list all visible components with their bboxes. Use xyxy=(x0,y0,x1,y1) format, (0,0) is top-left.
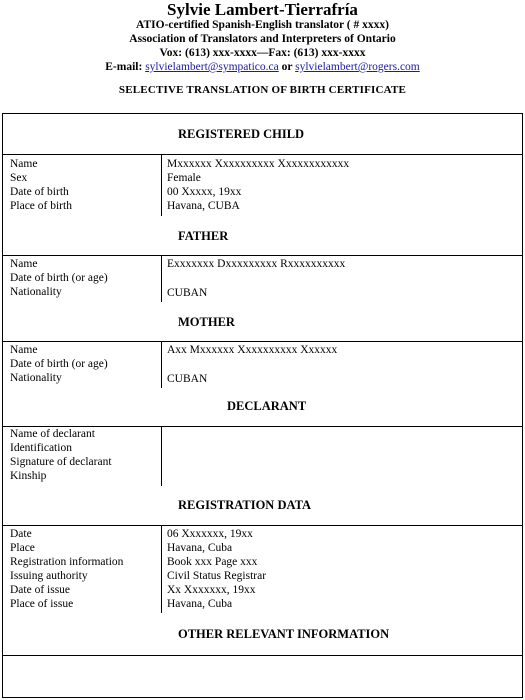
email-line xyxy=(0,60,525,74)
field-label: Date of birth (or age) xyxy=(10,358,108,370)
field-value: Female xyxy=(167,172,201,184)
field-value: CUBAN xyxy=(167,287,208,299)
field-value: Axx Mxxxxxx Xxxxxxxxxx Xxxxxx xyxy=(167,344,338,356)
field-value: Civil Status Registrar xyxy=(167,570,267,582)
column-divider xyxy=(161,426,162,486)
field-value: 06 Xxxxxxx, 19xx xyxy=(167,528,253,540)
row-border xyxy=(3,525,522,526)
email-separator: or xyxy=(281,61,293,73)
column-divider xyxy=(161,255,162,302)
section-title-declarant: DECLARANT xyxy=(227,399,307,413)
email-link-rogers[interactable]: sylvielambert@rogers.com xyxy=(295,61,420,73)
section-title-registered-child: REGISTERED CHILD xyxy=(178,127,305,141)
translator-credential: ATIO-certified Spanish-English translator ( # xxxx) xyxy=(136,19,389,31)
row-border xyxy=(3,255,522,256)
field-label: Nationality xyxy=(10,286,62,298)
field-label: Signature of declarant xyxy=(10,456,112,468)
column-divider xyxy=(161,525,162,613)
field-label: Kinship xyxy=(10,470,47,482)
field-label: Name xyxy=(10,344,38,356)
translator-association: Association of Translators and Interpreters of Ontario xyxy=(129,33,396,45)
email-label: E-mail: xyxy=(105,61,143,73)
field-label: Sex xyxy=(10,172,28,184)
field-label: Name xyxy=(10,258,38,270)
row-border xyxy=(3,154,522,155)
field-value: Mxxxxxx Xxxxxxxxxx Xxxxxxxxxxxx xyxy=(167,158,350,170)
email-link-sympatico[interactable]: sylvielambert@sympatico.ca xyxy=(145,61,279,73)
row-border xyxy=(3,341,522,342)
field-value: CUBAN xyxy=(167,373,208,385)
field-value: Havana, Cuba xyxy=(167,542,233,554)
column-divider xyxy=(161,154,162,216)
field-label: Date xyxy=(10,528,32,540)
field-label: Issuing authority xyxy=(10,570,88,582)
letterhead xyxy=(0,0,525,74)
field-label: Name of declarant xyxy=(10,428,95,440)
field-label: Date of birth xyxy=(10,186,69,198)
field-label: Registration information xyxy=(10,556,124,568)
phone-fax-line: Vox: (613) xxx-xxxx—Fax: (613) xxx-xxxx xyxy=(159,47,366,59)
field-label: Place of issue xyxy=(10,598,74,610)
field-value: Book xxx Page xxx xyxy=(167,556,258,568)
column-divider xyxy=(161,341,162,388)
field-value: Xx Xxxxxxx, 19xx xyxy=(167,584,256,596)
certificate-table xyxy=(2,113,523,698)
field-label: Place of birth xyxy=(10,200,72,212)
field-label: Name xyxy=(10,158,38,170)
section-title-mother: MOTHER xyxy=(178,315,235,329)
translator-name: Sylvie Lambert-Tierrafría xyxy=(167,0,358,19)
field-value: Havana, CUBA xyxy=(167,200,240,212)
section-title-other-information: OTHER RELEVANT INFORMATION xyxy=(178,627,390,641)
field-value: 00 Xxxxx, 19xx xyxy=(167,186,242,198)
field-value: Havana, Cuba xyxy=(167,598,233,610)
field-label: Date of birth (or age) xyxy=(10,272,108,284)
row-border xyxy=(3,655,522,656)
field-label: Date of issue xyxy=(10,584,71,596)
field-label: Identification xyxy=(10,442,72,454)
document-title: SELECTIVE TRANSLATION OF BIRTH CERTIFICATE xyxy=(118,84,407,96)
field-label: Nationality xyxy=(10,372,62,384)
section-title-registration-data: REGISTRATION DATA xyxy=(178,498,312,512)
field-value: Exxxxxxx Dxxxxxxxxx Rxxxxxxxxxx xyxy=(167,258,346,270)
section-title-father: FATHER xyxy=(178,229,229,243)
field-label: Place xyxy=(10,542,35,554)
